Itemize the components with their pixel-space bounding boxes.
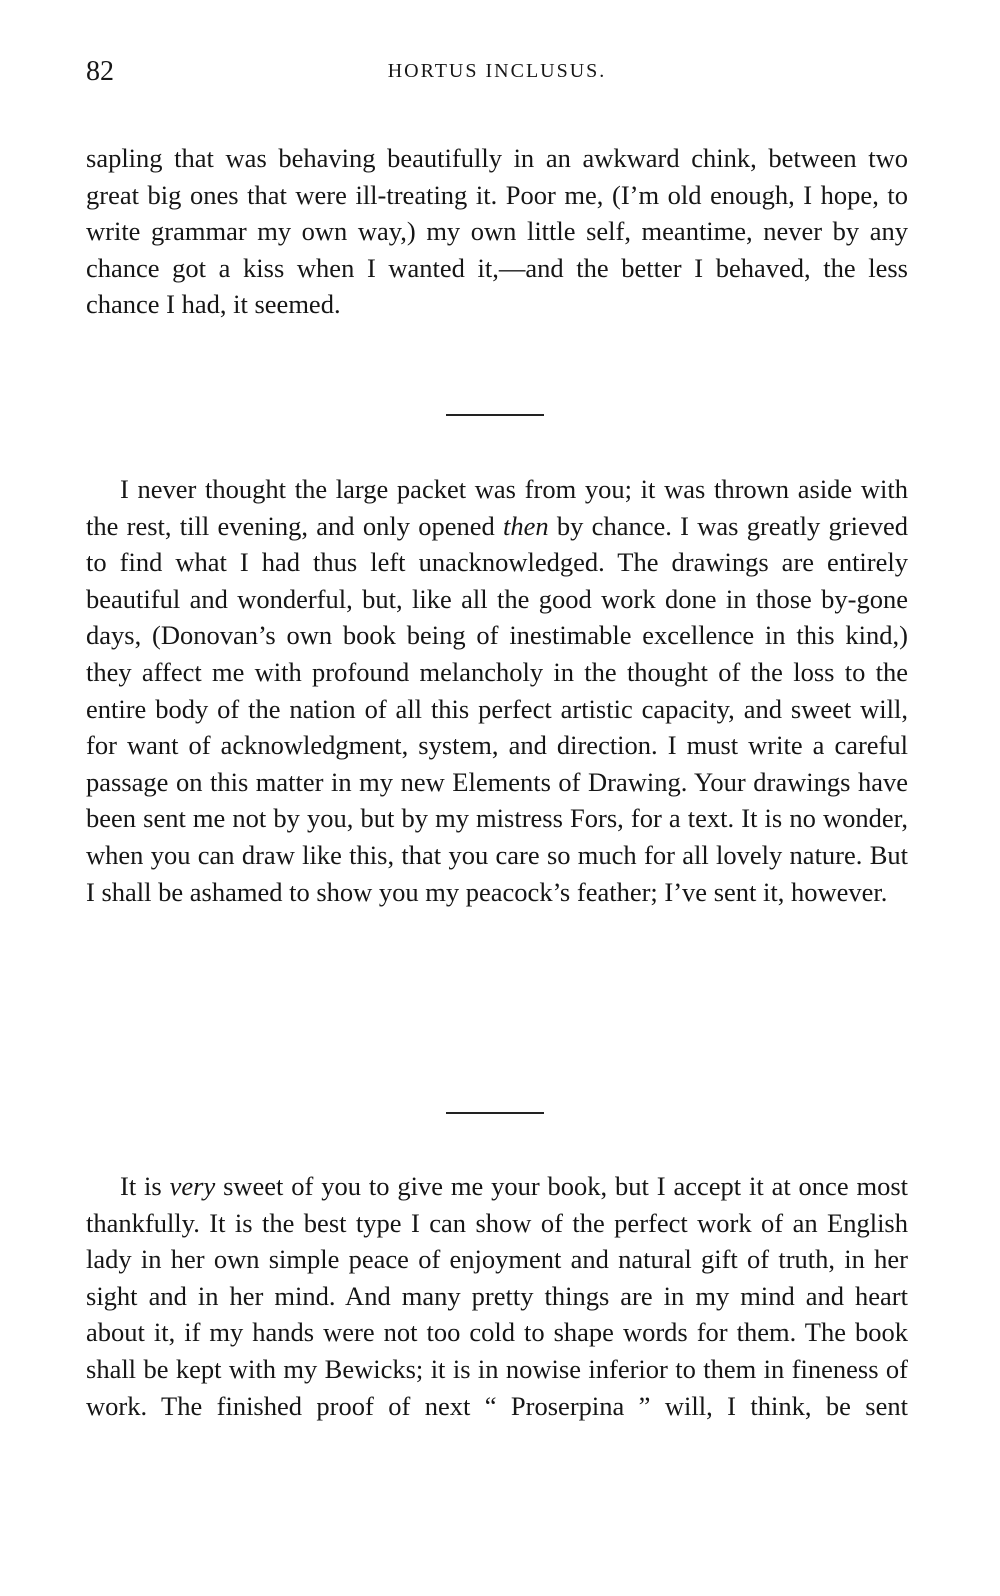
text-segment: I never thought the large packet was from you; it was thrown aside with the rest, till evening, and only opened: [86, 474, 908, 541]
page-number: 82: [86, 56, 114, 87]
text-segment: It is: [120, 1171, 170, 1201]
running-title: HORTUS INCLUSUS.: [387, 60, 607, 82]
text-segment: sapling that was behaving beautifully in an awkward chink, between two great big ones that were ill-treating it. Poor me, (I’m old enough, I hope, to write grammar my own way,) my own little self, meantime, never by any chance got a kiss when I wanted it,—and the better I behaved, the less chance I had, it seemed.: [86, 143, 908, 320]
section-divider: [446, 1112, 544, 1114]
italic-segment: then: [503, 510, 549, 541]
section-divider: [446, 414, 544, 416]
paragraph-continuation: [86, 140, 908, 323]
text-segment: sweet of you to give me your book, but I accept it at once most thankfully. It is the best type I can show of the perfect work of an English lady in her own simple peace of enjoyment and natural gift of truth, in her sight and in her mind. And many pretty things are in my mind and heart about it, if my hands were not too cold to shape words for them. The book shall be kept with my Bewicks; it is in nowise inferior to them in fineness of work. The finished proof of next “ Proserpina ” will, I think, be sent: [86, 1171, 908, 1421]
paragraph-book: [86, 1168, 908, 1424]
page-header: [86, 56, 908, 96]
italic-segment: very: [169, 1171, 216, 1201]
paragraph-drawings: [86, 471, 908, 910]
text-segment: by chance. I was greatly grieved to find what I had thus left unacknowledged. The drawings are entirely beautiful and wonderful, but, like all the good work done in those by-gone days, (Donovan’s own book being of inestimable excellence in this kind,) they affect me with profound melancholy in the thought of the loss to the entire body of the nation of all this perfect artistic capacity, and sweet will, for want of acknowledgment, system, and direction. I must write a careful passage on this matter in my new Elements of Drawing. Your drawings have been sent me not by you, but by my mistress Fors, for a text. It is no wonder, when you can draw like this, that you care so much for all lovely nature. But I shall be ashamed to show you my peacock’s feather; I’ve sent it, however.: [86, 510, 909, 907]
